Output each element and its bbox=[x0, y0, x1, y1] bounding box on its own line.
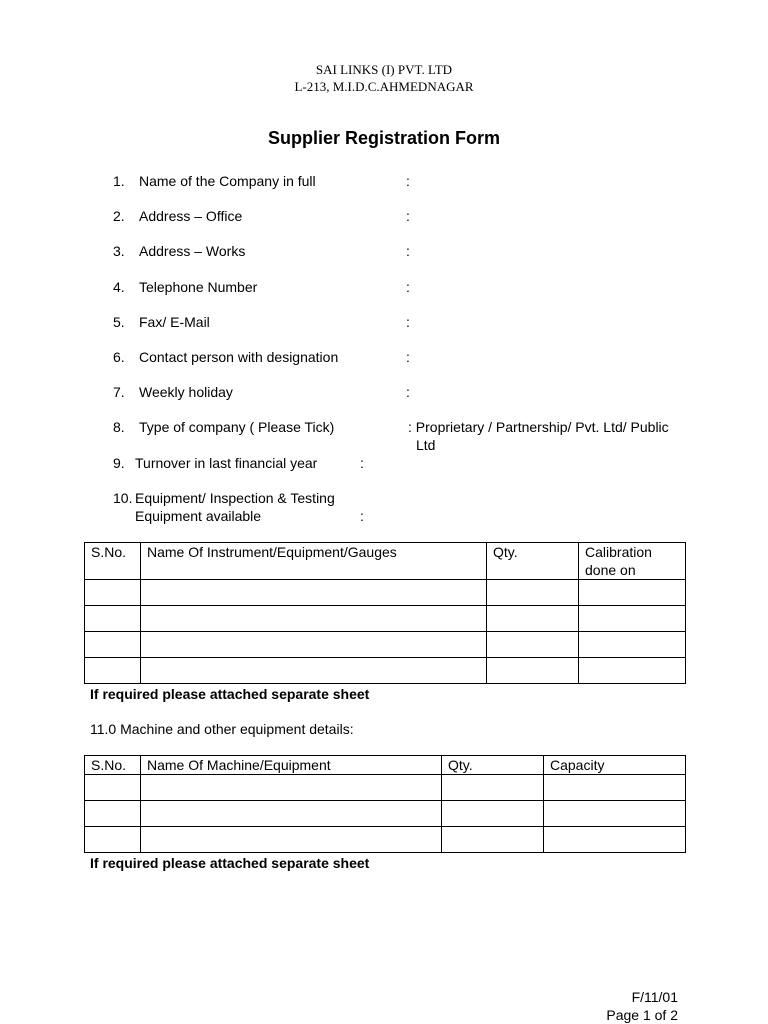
form-code: F/11/01 bbox=[631, 989, 678, 1005]
table-cell[interactable] bbox=[85, 801, 141, 827]
item-label-equipment-cont: Equipment available bbox=[135, 508, 262, 524]
company-address: L-213, M.I.D.C.AHMEDNAGAR bbox=[294, 79, 474, 94]
table-row bbox=[85, 775, 686, 801]
table-row bbox=[85, 827, 686, 853]
table-cell[interactable] bbox=[141, 632, 487, 658]
item-label-address-office: Address – Office bbox=[139, 208, 243, 224]
item-label-turnover: Turnover in last financial year bbox=[135, 455, 318, 471]
table-cell[interactable] bbox=[85, 827, 141, 853]
item-colon: : bbox=[406, 243, 410, 259]
table-cell[interactable] bbox=[442, 801, 544, 827]
item-label-contact-person: Contact person with designation bbox=[139, 349, 339, 365]
item-number: 4. bbox=[113, 279, 125, 295]
item-label-fax-email: Fax/ E-Mail bbox=[139, 314, 210, 330]
table-cell[interactable] bbox=[544, 827, 686, 853]
item-label-telephone: Telephone Number bbox=[139, 279, 258, 295]
table-cell[interactable] bbox=[442, 827, 544, 853]
table-cell[interactable] bbox=[579, 632, 686, 658]
attach-sheet-note: If required please attached separate sheet bbox=[90, 686, 370, 702]
column-header-calibration: Calibration done on bbox=[579, 543, 686, 580]
table-cell[interactable] bbox=[487, 606, 579, 632]
item-colon: : bbox=[406, 314, 410, 330]
company-name: SAI LINKS (I) PVT. LTD bbox=[315, 62, 453, 77]
table-cell[interactable] bbox=[141, 775, 442, 801]
item-colon: : bbox=[406, 349, 410, 365]
attach-sheet-note: If required please attached separate sheet bbox=[90, 855, 370, 871]
item-colon: : bbox=[360, 455, 364, 471]
machine-table bbox=[84, 755, 686, 853]
table-row bbox=[85, 580, 686, 606]
item-number: 9. bbox=[113, 455, 125, 471]
item-label-company-name: Name of the Company in full bbox=[139, 173, 316, 189]
item-label-equipment: Equipment/ Inspection & Testing bbox=[135, 490, 335, 506]
instrument-table bbox=[84, 542, 686, 684]
table-cell[interactable] bbox=[487, 632, 579, 658]
form-title: Supplier Registration Form bbox=[267, 128, 501, 148]
table-cell[interactable] bbox=[141, 606, 487, 632]
item-colon: : bbox=[406, 384, 410, 400]
table-cell[interactable] bbox=[487, 580, 579, 606]
table-cell[interactable] bbox=[579, 606, 686, 632]
company-type-options-cont: Ltd bbox=[416, 437, 436, 453]
item-number: 1. bbox=[113, 173, 125, 189]
table-cell[interactable] bbox=[487, 658, 579, 684]
item-colon: : bbox=[360, 508, 364, 524]
item-number: 5. bbox=[113, 314, 125, 330]
table-cell[interactable] bbox=[85, 580, 141, 606]
table-cell[interactable] bbox=[85, 632, 141, 658]
column-header-qty: Qty. bbox=[487, 543, 579, 580]
table-cell[interactable] bbox=[141, 801, 442, 827]
table-row bbox=[85, 632, 686, 658]
column-header-qty: Qty. bbox=[442, 756, 544, 775]
column-header-sno: S.No. bbox=[85, 756, 141, 775]
table-row bbox=[85, 658, 686, 684]
item-colon: : bbox=[406, 173, 410, 189]
table-cell[interactable] bbox=[579, 580, 686, 606]
section-11-heading: 11.0 Machine and other equipment details: bbox=[90, 721, 354, 737]
item-label-weekly-holiday: Weekly holiday bbox=[139, 384, 233, 400]
table-cell[interactable] bbox=[141, 827, 442, 853]
column-header-capacity: Capacity bbox=[544, 756, 686, 775]
table-cell[interactable] bbox=[85, 775, 141, 801]
table-cell[interactable] bbox=[85, 658, 141, 684]
item-number: 8. bbox=[113, 419, 125, 435]
table-cell[interactable] bbox=[579, 658, 686, 684]
table-cell[interactable] bbox=[85, 606, 141, 632]
table-row bbox=[85, 801, 686, 827]
table-header-row bbox=[85, 756, 686, 775]
table-cell[interactable] bbox=[544, 801, 686, 827]
page-number: Page 1 of 2 bbox=[606, 1007, 678, 1023]
item-label-address-works: Address – Works bbox=[139, 243, 246, 259]
item-colon: : bbox=[406, 208, 410, 224]
column-header-instrument-name: Name Of Instrument/Equipment/Gauges bbox=[141, 543, 487, 580]
table-cell[interactable] bbox=[141, 580, 487, 606]
table-cell[interactable] bbox=[141, 658, 487, 684]
table-header-row bbox=[85, 543, 686, 580]
table-cell[interactable] bbox=[442, 775, 544, 801]
item-number: 3. bbox=[113, 243, 125, 259]
item-colon: : bbox=[406, 279, 410, 295]
item-number: 7. bbox=[113, 384, 125, 400]
column-header-sno: S.No. bbox=[85, 543, 141, 580]
item-number: 10. bbox=[113, 490, 133, 506]
table-cell[interactable] bbox=[544, 775, 686, 801]
column-header-machine-name: Name Of Machine/Equipment bbox=[141, 756, 442, 775]
item-label-company-type: Type of company ( Please Tick) bbox=[139, 419, 335, 435]
company-type-options: : Proprietary / Partnership/ Pvt. Ltd/ Public bbox=[408, 419, 669, 435]
item-number: 6. bbox=[113, 349, 125, 365]
table-row bbox=[85, 606, 686, 632]
item-number: 2. bbox=[113, 208, 125, 224]
